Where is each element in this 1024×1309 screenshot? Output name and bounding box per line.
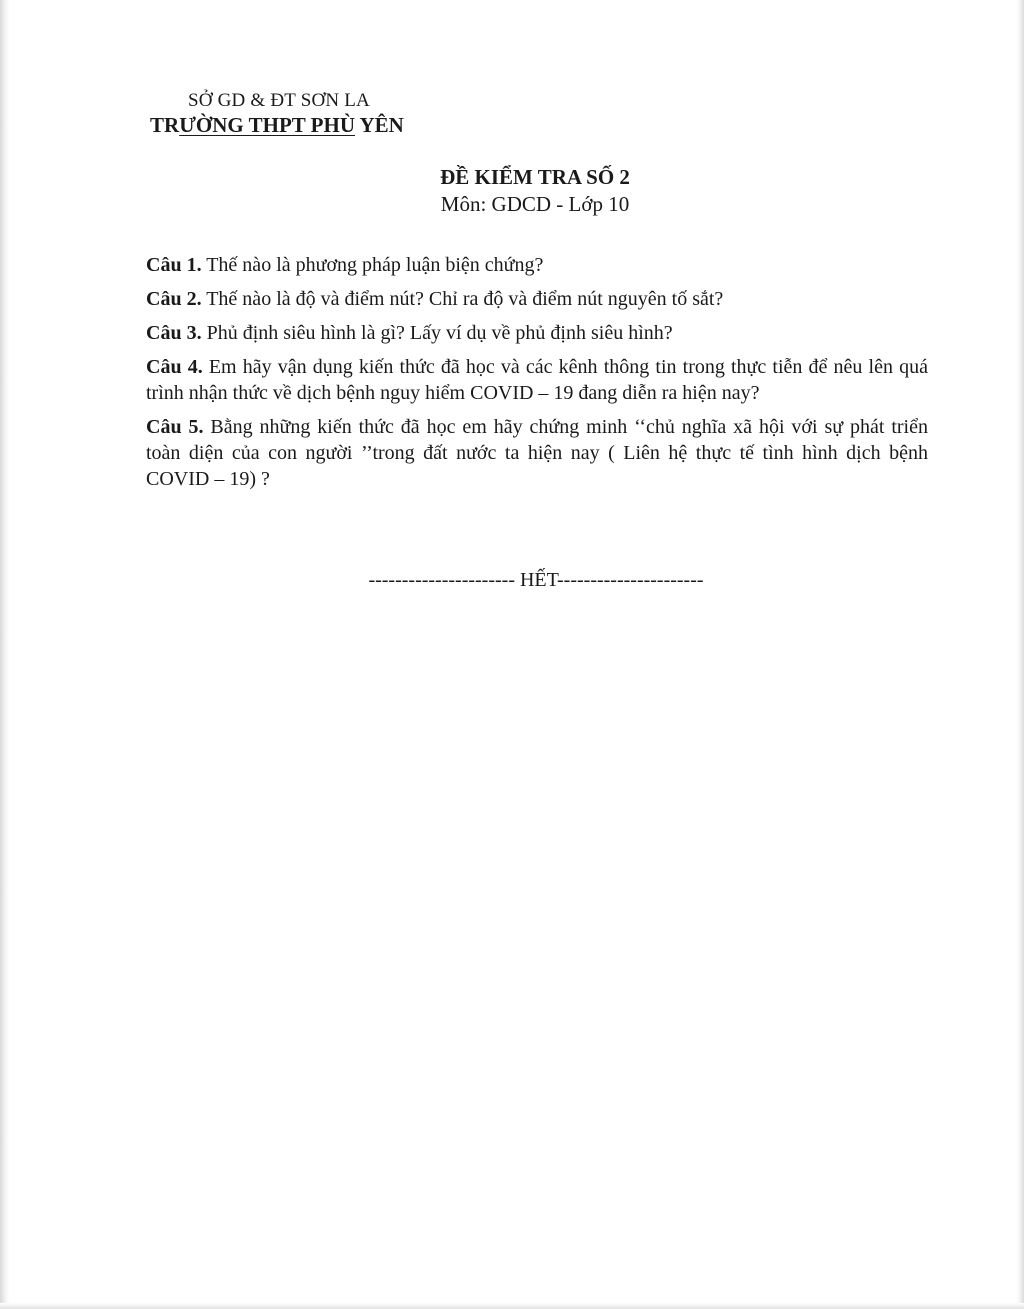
school-name-underlined: ƯỜNG THPT PHÙ [179,113,355,137]
question-3 [146,320,928,346]
school-name [150,113,404,138]
page-edge-right [1016,0,1024,1309]
question-text: Em hãy vận dụng kiến thức đã học và các kênh thông tin trong thực tiễn để nêu lên quá trình nhận thức về dịch bệnh nguy hiểm COVID – 19 đang diễn ra hiện nay? [146,356,928,404]
question-number: Câu 4. [146,356,203,378]
department-name: SỞ GD & ĐT SƠN LA [188,90,370,111]
school-name-prefix: TR [150,113,180,137]
question-number: Câu 5. [146,416,204,438]
question-text: Phủ định siêu hình là gì? Lấy ví dụ về phủ định siêu hình? [201,322,673,344]
question-number: Câu 3. [146,322,202,344]
question-text: Thế nào là phương pháp luận biện chứng? [201,254,544,276]
question-5 [146,414,928,492]
question-1 [146,252,928,278]
question-text: Thế nào là độ và điểm nút? Chỉ ra độ và điểm nút nguyên tố sắt? [201,288,724,310]
page-edge-left [0,0,10,1309]
end-marker: ---------------------- HẾT---------------------- [368,569,704,591]
question-text: Bằng những kiến thức đã học em hãy chứng minh ‘‘chủ nghĩa xã hội với sự phát triển toàn diện của con người ’’trong đất nước ta hiện nay ( Liên hệ thực tế tình hình dịch bệnh COVID – 19) ? [146,416,928,490]
exam-title-block [380,164,690,218]
question-list [146,252,928,500]
school-name-suffix: YÊN [354,113,404,137]
question-4 [146,354,928,406]
question-2 [146,286,928,312]
exam-subject: Môn: GDCD - Lớp 10 [440,192,630,216]
question-number: Câu 1. [146,254,202,276]
page-edge-bottom [0,1303,1024,1309]
exam-title: ĐỀ KIỂM TRA SỐ 2 [440,165,630,189]
question-number: Câu 2. [146,288,202,310]
